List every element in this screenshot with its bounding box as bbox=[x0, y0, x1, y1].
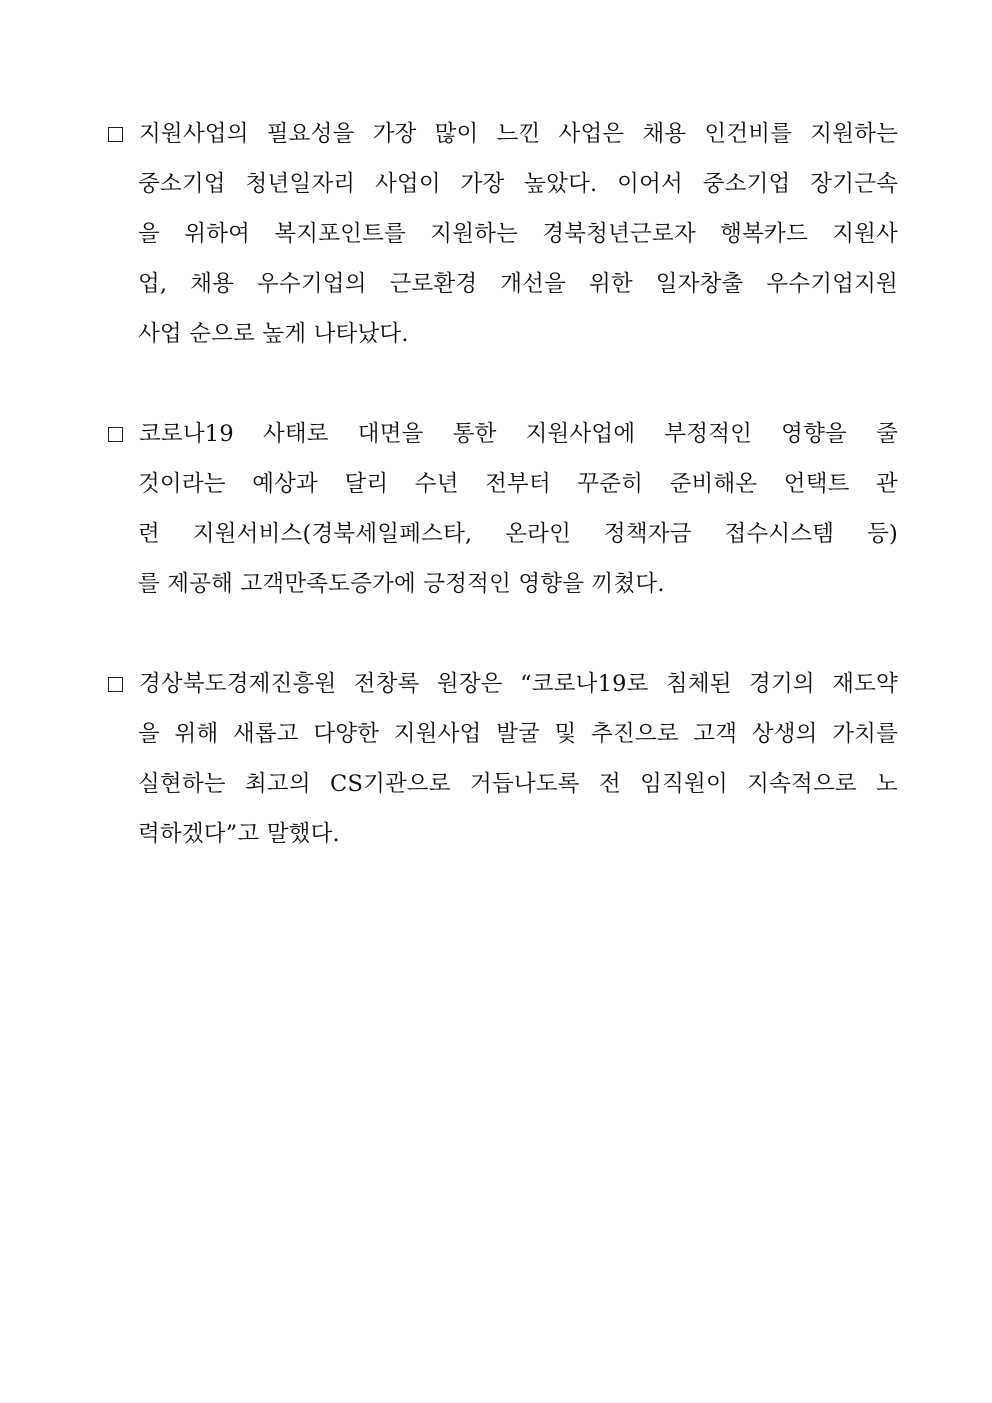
paragraph-text: 업, 채용 우수기업의 근로환경 개선을 위한 일자창출 우수기업지원 bbox=[138, 271, 898, 297]
paragraph-line bbox=[106, 559, 898, 609]
paragraph-text: 지원사업의 필요성을 가장 많이 느낀 사업은 채용 인건비를 지원하는 bbox=[139, 121, 898, 147]
paragraph-3 bbox=[106, 659, 898, 859]
paragraph-line bbox=[106, 809, 898, 859]
paragraph-text: 중소기업 청년일자리 사업이 가장 높았다. 이어서 중소기업 장기근속 bbox=[138, 171, 898, 197]
paragraph-2 bbox=[106, 409, 898, 609]
paragraph-line bbox=[106, 309, 898, 359]
paragraph-text: 경상북도경제진흥원 전창록 원장은 “코로나19로 침체된 경기의 재도약 bbox=[139, 671, 898, 697]
paragraph-line bbox=[106, 709, 898, 759]
paragraph-text: 을 위해 새롭고 다양한 지원사업 발굴 및 추진으로 고객 상생의 가치를 bbox=[138, 721, 898, 747]
checkbox-bullet-icon bbox=[108, 677, 123, 692]
checkbox-bullet-icon bbox=[108, 127, 123, 142]
paragraph-line bbox=[106, 509, 898, 559]
paragraph-line bbox=[106, 209, 898, 259]
paragraph-text: 것이라는 예상과 달리 수년 전부터 꾸준히 준비해온 언택트 관 bbox=[138, 471, 898, 497]
paragraph-line bbox=[106, 659, 898, 709]
paragraph-line bbox=[106, 759, 898, 809]
checkbox-bullet-icon bbox=[108, 427, 123, 442]
paragraph-text: 력하겠다”고 말했다. bbox=[138, 821, 340, 847]
paragraph-text: 코로나19 사태로 대면을 통한 지원사업에 부정적인 영향을 줄 bbox=[139, 421, 898, 447]
paragraph-text: 를 제공해 고객만족도증가에 긍정적인 영향을 끼쳤다. bbox=[138, 571, 665, 597]
paragraph-line bbox=[106, 409, 898, 459]
paragraph-text: 사업 순으로 높게 나타났다. bbox=[138, 321, 409, 347]
paragraph-text: 을 위하여 복지포인트를 지원하는 경북청년근로자 행복카드 지원사 bbox=[138, 221, 898, 247]
paragraph-line bbox=[106, 109, 898, 159]
paragraph-text: 련 지원서비스(경북세일페스타, 온라인 정책자금 접수시스템 등) bbox=[138, 521, 898, 547]
paragraph-1 bbox=[106, 109, 898, 359]
paragraph-line bbox=[106, 259, 898, 309]
paragraph-line bbox=[106, 159, 898, 209]
paragraph-text: 실현하는 최고의 CS기관으로 거듭나도록 전 임직원이 지속적으로 노 bbox=[138, 771, 898, 797]
paragraph-line bbox=[106, 459, 898, 509]
